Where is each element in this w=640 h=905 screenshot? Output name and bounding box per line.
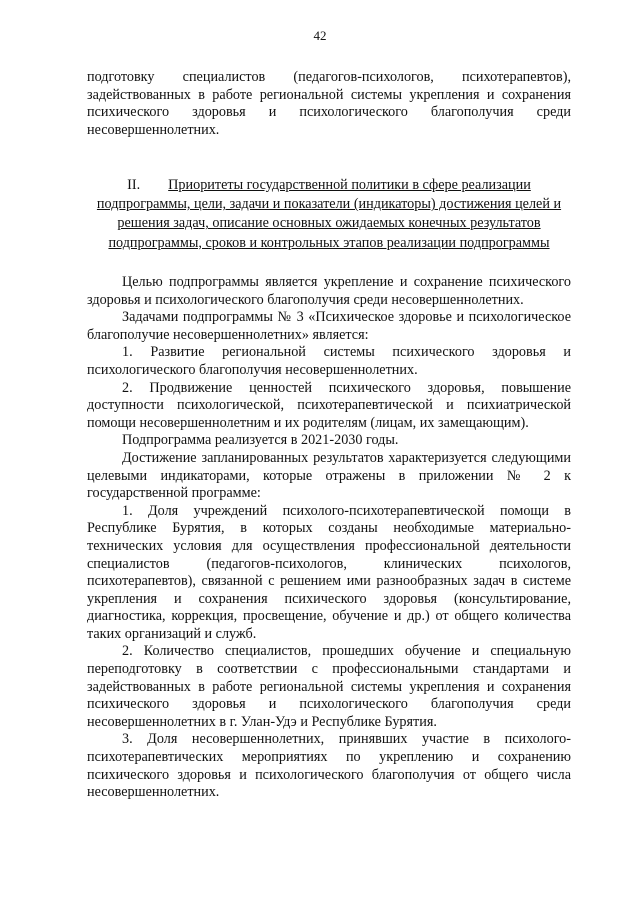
body-paragraph: Задачами подпрограммы № 3 «Психическое здоровье и психологическое благополучие несовершеннолетних» является: bbox=[87, 309, 571, 343]
body-paragraph: Целью подпрограммы является укрепление и сохранение психического здоровья и психологического благополучия среди несовершеннолетних. bbox=[87, 274, 571, 308]
body-paragraph: 1. Доля учреждений психолого-психотерапевтической помощи в Республике Бурятия, в которых созданы необходимые материально-технических условия для осуществления профессиональной деятельности специалистов (педагогов-психологов, клинических психологов, психотерапевтов), связанной с решением ими разнообразных задач в системе укрепления и сохранения психического здоровья (консультирование, диагностика, коррекция, просвещение, обучение и др.) от общего количества таких организаций и служб. bbox=[87, 502, 571, 642]
body-paragraph: 2. Количество специалистов, прошедших обучение и специальную переподготовку в соответствии с профессиональными стандартами и задействованных в работе региональной системы укрепления и сохранения психического здоровья и психологического благополучия среди несовершеннолетних в г. Улан-Удэ и Республике Бурятия. bbox=[87, 643, 571, 730]
top-paragraph: подготовку специалистов (педагогов-психологов, психотерапевтов), задействованных в работе региональной системы укрепления и сохранения психического здоровья и психологического благополучия среди несовершеннолетних. bbox=[87, 69, 571, 138]
section-number: II. bbox=[127, 177, 141, 193]
body-paragraph: 1. Развитие региональной системы психического здоровья и психологического благополучия несовершеннолетних. bbox=[87, 344, 571, 378]
page-number: 42 bbox=[313, 28, 327, 43]
body-paragraph: 2. Продвижение ценностей психического здоровья, повышение доступности психологической, психотерапевтической и психиатрической помощи несовершеннолетним и их родителям (лицам, их замещающим). bbox=[87, 379, 571, 431]
body-paragraph: Достижение запланированных результатов характеризуется следующими целевыми индикаторами, которые отражены в приложении № 2 к государственной программе: bbox=[87, 449, 571, 502]
body-paragraph: 3. Доля несовершеннолетних, принявших участие в психолого-психотерапевтических мероприятиях по укреплению и сохранению психического здоровья и психологического благополучия от общего числа несовершеннолетних. bbox=[87, 731, 571, 801]
top-paragraph-block bbox=[87, 69, 571, 139]
section-heading bbox=[87, 176, 571, 253]
section-title: Приоритеты государственной политики в сфере реализации подпрограммы, цели, задачи и показатели (индикаторы) достижения целей и решения задач, описание основных ожидаемых конечных результатов подпрограммы, сроков и контрольных этапов реализации подпрограммы bbox=[96, 177, 562, 251]
body-text bbox=[87, 274, 571, 802]
body-paragraph: Подпрограмма реализуется в 2021-2030 годы. bbox=[122, 432, 399, 449]
